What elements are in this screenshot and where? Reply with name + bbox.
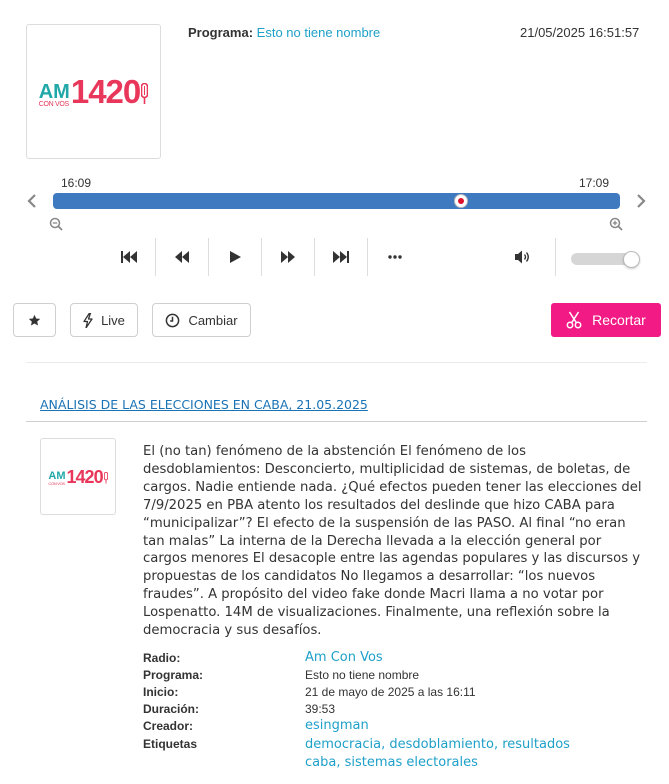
station-logo [26, 24, 161, 159]
segment-title-link[interactable]: ANÁLISIS DE LAS ELECCIONES EN CABA, 21.05.2025 [40, 397, 368, 412]
clock-icon [165, 313, 180, 328]
play-button[interactable] [209, 238, 262, 276]
start-label: Inicio: [143, 685, 179, 699]
divider [26, 362, 647, 363]
program-value: Esto no tiene nombre [305, 668, 420, 682]
segment-description: El (no tan) fenómeno de la abstención El fenómeno de los desdoblamientos: Desconcierto, multiplicidad de sistemas, de boletas, de cargos. Nadie entiende nada. ¿Qué efectos pueden tener las elecciones del 7/9/2025 en PBA atento los resultados del deslinde que hizo CABA para “municipalizar”? El efecto de la suspensión de las PASO. Al final “no eran tan malas” La interna de la Derecha llevada a la elección general por cargos menores El desacople entre las agendas populares y las discursos y propuestas de los candidatos No llegamos a desarrollar: “los nuevos fraudes”. A propósito del video fake donde Macri llama a no votar por Lospenatto. 14M de visualizaciones. Finalmente, una reflexión sobre la democracia y sus desafíos. [143, 444, 642, 639]
radio-label: Radio: [143, 651, 181, 665]
cut-label: Recortar [592, 312, 646, 328]
program-label: Programa: [143, 668, 204, 682]
star-icon [28, 314, 41, 327]
am1420-logo: AM CON VOS 1420 [39, 75, 149, 108]
change-label: Cambiar [188, 312, 238, 328]
skip-end-icon [333, 251, 349, 263]
am1420-logo: AM CON VOS 1420 [48, 468, 107, 486]
timeline-playhead[interactable] [454, 194, 468, 208]
current-datetime: 21/05/2025 16:51:57 [520, 25, 640, 40]
divider [26, 421, 647, 422]
skip-end-button[interactable] [315, 238, 368, 276]
chevron-left-icon[interactable] [25, 191, 39, 211]
tag-link[interactable]: democracia [305, 737, 382, 752]
chevron-right-icon[interactable] [634, 191, 648, 211]
favorite-button[interactable] [13, 303, 56, 337]
radio-link[interactable]: Am Con Vos [305, 650, 383, 665]
more-button[interactable] [368, 238, 421, 276]
play-icon [230, 251, 241, 263]
lightning-icon [83, 313, 93, 328]
live-button[interactable] [70, 303, 138, 337]
mic-icon [141, 83, 148, 105]
cut-button[interactable] [551, 303, 661, 337]
tags-label: Etiquetas [143, 737, 198, 751]
duration-label: Duración: [143, 702, 200, 716]
fast-forward-button[interactable] [262, 238, 315, 276]
volume-icon[interactable] [513, 248, 531, 266]
duration-value: 39:53 [305, 702, 336, 716]
fast-forward-icon [281, 251, 295, 263]
start-value: 21 de mayo de 2025 a las 16:11 [305, 685, 476, 699]
zoom-out-icon[interactable] [49, 217, 63, 231]
program-info [188, 25, 380, 40]
rewind-button[interactable] [156, 238, 209, 276]
live-label: Live [101, 312, 125, 328]
segment-thumbnail [40, 438, 116, 515]
player-controls [103, 238, 421, 276]
scissors-icon [566, 311, 582, 329]
tag-link[interactable]: resultados [502, 737, 570, 752]
skip-start-button[interactable] [103, 238, 156, 276]
program-link[interactable]: Esto no tiene nombre [256, 25, 381, 40]
volume-slider-knob[interactable] [623, 251, 640, 268]
tag-link[interactable]: desdoblamiento [389, 737, 494, 752]
change-button[interactable] [152, 303, 251, 337]
mic-icon [104, 472, 108, 484]
divider [555, 238, 556, 276]
tag-link[interactable]: caba [305, 755, 337, 770]
tags-list: democracia, desdoblamiento, resultados caba, sistemas electorales [305, 737, 570, 770]
creator-link[interactable]: esingman [305, 718, 369, 733]
timeline-start-time: 16:09 [61, 176, 92, 190]
creator-label: Creador: [143, 719, 194, 733]
tag-link[interactable]: sistemas electorales [344, 755, 478, 770]
timeline-end-time: 17:09 [579, 176, 610, 190]
program-label: Programa: [188, 25, 254, 40]
rewind-icon [175, 251, 189, 263]
skip-start-icon [121, 251, 137, 263]
more-icon [388, 255, 402, 259]
zoom-in-icon[interactable] [609, 217, 623, 231]
timeline-track[interactable] [53, 193, 620, 209]
